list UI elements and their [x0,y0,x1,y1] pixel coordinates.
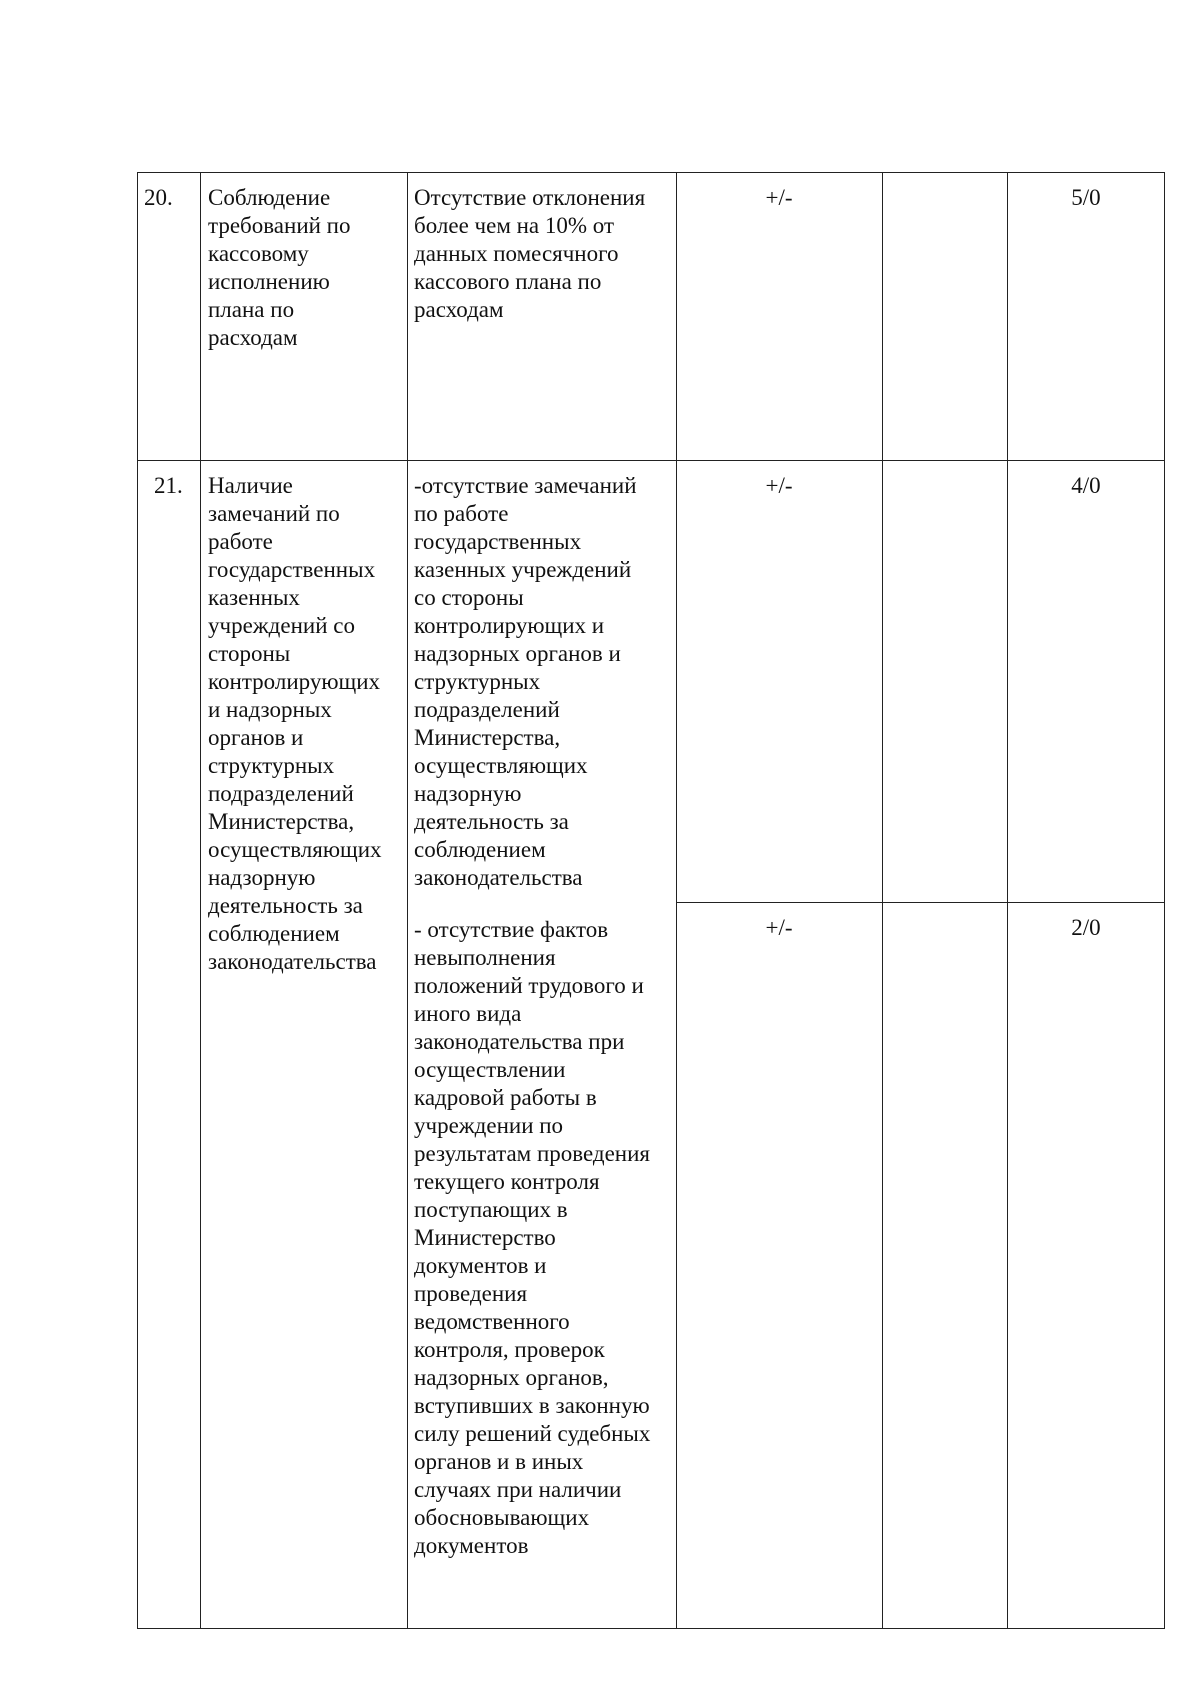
criterion-sign: +/- [765,185,793,210]
criterion-text: - отсутствие фактов невыполнения положений трудового и иного вида законодательства при осуществлении кадровой работы в учреждении по результатам проведения текущего контроля поступающих в Министерство документов и проведения ведомственного контроля, проверок надзорных органов, вступивших в законную силу решений судебных органов и в иных случаях при наличии обосновывающих документов [414,917,651,1558]
criterion-sign: +/- [765,915,793,940]
column-border [407,172,408,1629]
row-number: 21. [154,473,183,498]
row-border [676,902,1164,903]
column-border [137,172,138,1629]
criterion-sign: +/- [765,473,793,498]
row-number: 20. [144,185,173,210]
indicator-name: Наличие замечаний по работе государственных казенных учреждений со стороны контролирующих и надзорных органов и структурных подразделений Министерства, осуществляющих надзорную деятельность за соблюдением законодательства [208,473,382,974]
criterion-score: 4/0 [1071,473,1101,498]
criterion-text: -отсутствие замечаний по работе государственных казенных учреждений со стороны контролирующих и надзорных органов и структурных подразделений Министерства, осуществляющих надзорную деятельность за соблюдением законодательства [414,473,637,890]
column-border [1164,172,1165,1629]
criterion-score: 2/0 [1071,915,1101,940]
criterion-text: Отсутствие отклонения более чем на 10% от данных помесячного кассового плана по расходам [414,185,646,322]
row-border [137,172,1164,173]
column-border [200,172,201,1629]
column-border [882,172,883,1629]
criterion-score: 5/0 [1071,185,1101,210]
row-border [137,1628,1164,1629]
row-border [137,460,1164,461]
column-border [1007,172,1008,1629]
column-border [676,172,677,1629]
indicator-name: Соблюдение требований по кассовому исполнению плана по расходам [208,185,351,350]
